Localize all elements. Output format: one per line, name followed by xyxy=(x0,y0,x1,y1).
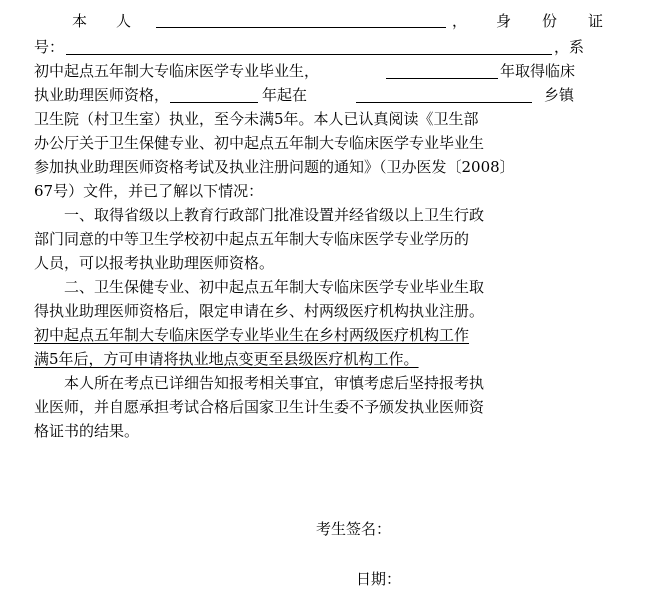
year-obtained-text: 年取得临床 xyxy=(500,62,576,80)
closing-line-3: 格证书的结果。 xyxy=(34,422,140,440)
item-2-line-2: 得执业助理医师资格后，限定申请在乡、村两级医疗机构执业注册。 xyxy=(34,302,485,320)
signature-label: 考生签名： xyxy=(316,520,392,538)
item-1-line-2: 部门同意的中等卫生学校初中起点五年制大专临床医学专业学历的 xyxy=(34,230,470,248)
declaration-line-8: 67号）文件，并已了解以下情况： xyxy=(34,182,264,200)
closing-line-2: 业医师，并自愿承担考试合格后国家卫生计生委不予颁发执业医师资 xyxy=(34,398,485,416)
declaration-line-3 xyxy=(34,59,604,83)
qualification-text: 执业助理医师资格， xyxy=(34,86,170,104)
declaration-line-6: 办公厅关于卫生保健专业、初中起点五年制大专临床医学专业毕业生 xyxy=(34,134,485,152)
word-ren: 人 xyxy=(116,12,132,30)
item-1-line-3: 人员，可以报考执业助理医师资格。 xyxy=(34,254,275,272)
declaration-body xyxy=(34,8,604,443)
declaration-line-1 xyxy=(64,8,604,35)
item-2-line-3-underlined: 初中起点五年制大专临床医学专业毕业生在乡村两级医疗机构工作 xyxy=(34,326,470,344)
township-blank xyxy=(356,83,532,103)
graduate-text: 初中起点五年制大专临床医学专业毕业生， xyxy=(34,62,320,80)
id-suffix: ，系 xyxy=(554,38,585,56)
word-fen: 份 xyxy=(542,12,558,30)
word-zheng: 证 xyxy=(588,12,604,30)
item-2-line-1: 二、卫生保健专业、初中起点五年制大专临床医学专业毕业生取 xyxy=(64,278,485,296)
start-year-text: 年起在 xyxy=(262,86,308,104)
date-label: 日期： xyxy=(356,570,402,588)
township-text: 乡镇 xyxy=(544,86,575,104)
declaration-line-2 xyxy=(34,35,604,59)
closing-line-1: 本人所在考点已详细告知报考相关事宜，审慎考虑后坚持报考执 xyxy=(64,374,485,392)
id-number-blank xyxy=(66,35,552,55)
declaration-line-4 xyxy=(34,83,604,107)
name-blank xyxy=(156,8,446,28)
declaration-line-5: 卫生院（村卫生室）执业，至今未满5年。本人已认真阅读《卫生部 xyxy=(34,110,479,128)
word-shen: 身 xyxy=(496,12,512,30)
item-1-line-1: 一、取得省级以上教育行政部门批准设置并经省级以上卫生行政 xyxy=(64,206,485,224)
year-obtained-blank xyxy=(386,59,498,79)
id-label: 号： xyxy=(34,38,65,56)
comma: ， xyxy=(452,12,468,30)
declaration-line-7: 参加执业助理医师资格考试及执业注册问题的通知》（卫办医发〔2008〕 xyxy=(34,158,515,176)
item-2-line-4-underlined: 满5年后，方可申请将执业地点变更至县级医疗机构工作。 xyxy=(34,350,419,368)
start-year-blank xyxy=(170,83,258,103)
word-ben: 本 xyxy=(72,12,88,30)
